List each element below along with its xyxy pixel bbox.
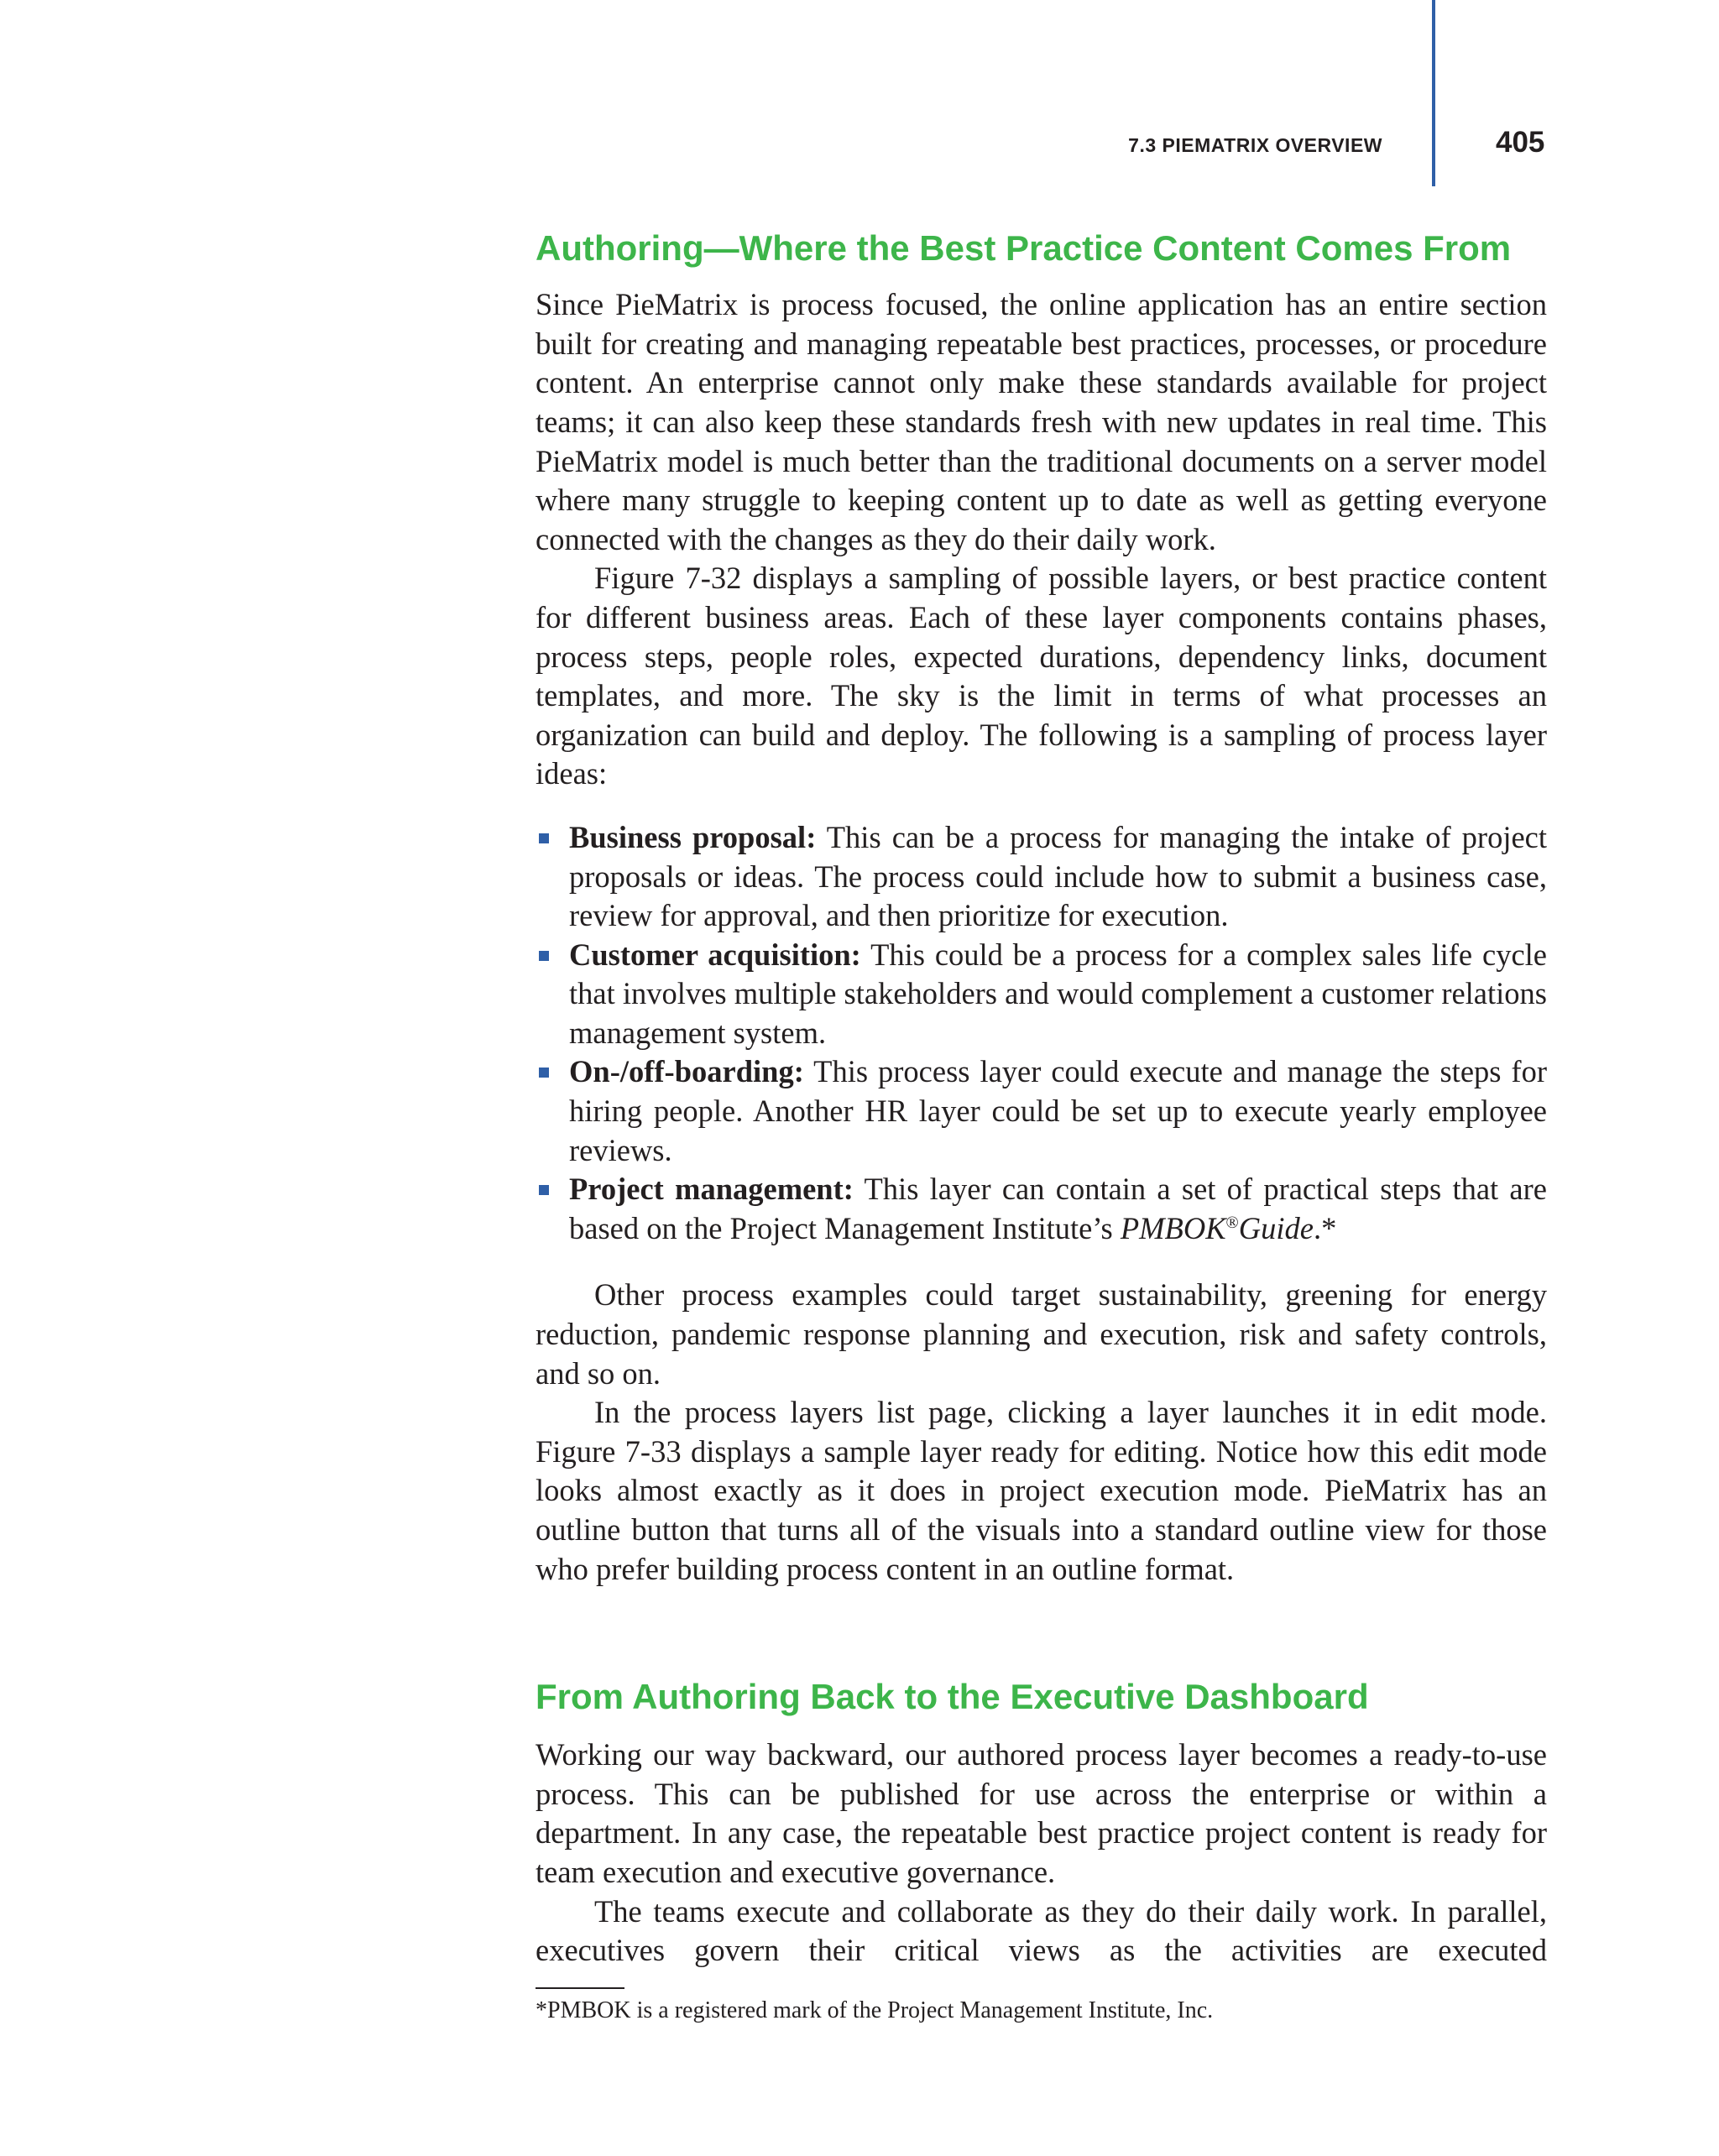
bullet-icon [539,833,549,843]
paragraph: The teams execute and collaborate as they do their daily work. In parallel, executives govern their critical views as the activities are executed [536,1893,1547,1968]
list-item-text: This could be a process for a complex sales life cycle that involves multiple stakeholders and would complement a customer relations management system. [569,937,1548,1050]
list-item [536,818,1547,936]
list-item [536,936,1547,1053]
section-heading-authoring: Authoring—Where the Best Practice Content Comes From [536,228,1512,268]
list-item-term: Business proposal: [569,819,817,854]
paragraph: In the process layers list page, clicking a layer launches it in edit mode. Figure 7-33 displays a sample layer ready for editing. Notice how this edit mode looks almost exactly as it does in project execution mode. PieMatrix has an outline button that turns all of the visuals into a standard outline view for those who prefer building process content in an outline format. [536,1395,1547,1586]
guide-title: Guide [1238,1210,1314,1245]
bullet-icon [539,1185,549,1195]
footnote: *PMBOK is a registered mark of the Project Management Institute, Inc. [536,1997,1214,2023]
section-authoring [536,229,1547,1589]
list-item-text: This can be a process for managing the intake of project proposals or ideas. The process could include how to submit a business case, review for approval, and then prioritize for execution. [569,819,1547,933]
footnote-rule [536,1987,624,1989]
running-head: 7.3 PIEMATRIX OVERVIEW [1128,134,1382,156]
list-item-term: On-/off-boarding: [569,1054,804,1089]
list-item-text: This layer can contain a set of practical steps that are based on the Project Management Institute’s [569,1172,1547,1245]
list-item [536,1052,1547,1170]
list-item-term: Project management: [569,1172,854,1207]
process-layer-list [536,818,1547,1249]
header-rule [1432,0,1435,186]
list-item-text: This process layer could execute and manage the steps for hiring people. Another HR layer could be set up to execute yearly employee reviews. [569,1054,1547,1167]
section-heading-dashboard: From Authoring Back to the Executive Dashboard [536,1677,1369,1716]
footnote-marker: .* [1313,1210,1337,1245]
bullet-icon [539,951,549,961]
paragraph: Working our way backward, our authored process layer becomes a ready-to-use process. This can be published for use across the enterprise or within a department. In any case, the repeatable best practice project content is ready for team execution and executive governance. [536,1737,1547,1889]
bullet-icon [539,1068,549,1078]
registered-mark: ® [1225,1213,1239,1232]
section-dashboard [536,1678,1547,1971]
list-item [536,1170,1547,1248]
paragraph: Figure 7-32 displays a sampling of possible layers, or best practice content for different business areas. Each of these layer components contains phases, process steps, people roles, expected durations, dependency links, document templates, and more. The sky is the limit in terms of what processes an organization can build and deploy. The following is a sampling of process layer ideas: [536,561,1547,791]
list-item-term: Customer acquisition: [569,937,861,972]
pmbok-title: PMBOK [1120,1210,1226,1245]
page-number: 405 [1496,126,1545,159]
paragraph: Since PieMatrix is process focused, the online application has an entire section built for creating and managing repeatable best practices, processes, or procedure content. An enterprise cannot only make these standards available for project teams; it can also keep these standards fresh with new updates in real time. This PieMatrix model is much better than the traditional documents on a server model where many struggle to keeping content up to date as well as getting everyone connected with the changes as they do their daily work. [536,287,1547,556]
paragraph: Other process examples could target sustainability, greening for energy reduction, pandemic response planning and execution, risk and safety controls, and so on. [536,1277,1547,1391]
